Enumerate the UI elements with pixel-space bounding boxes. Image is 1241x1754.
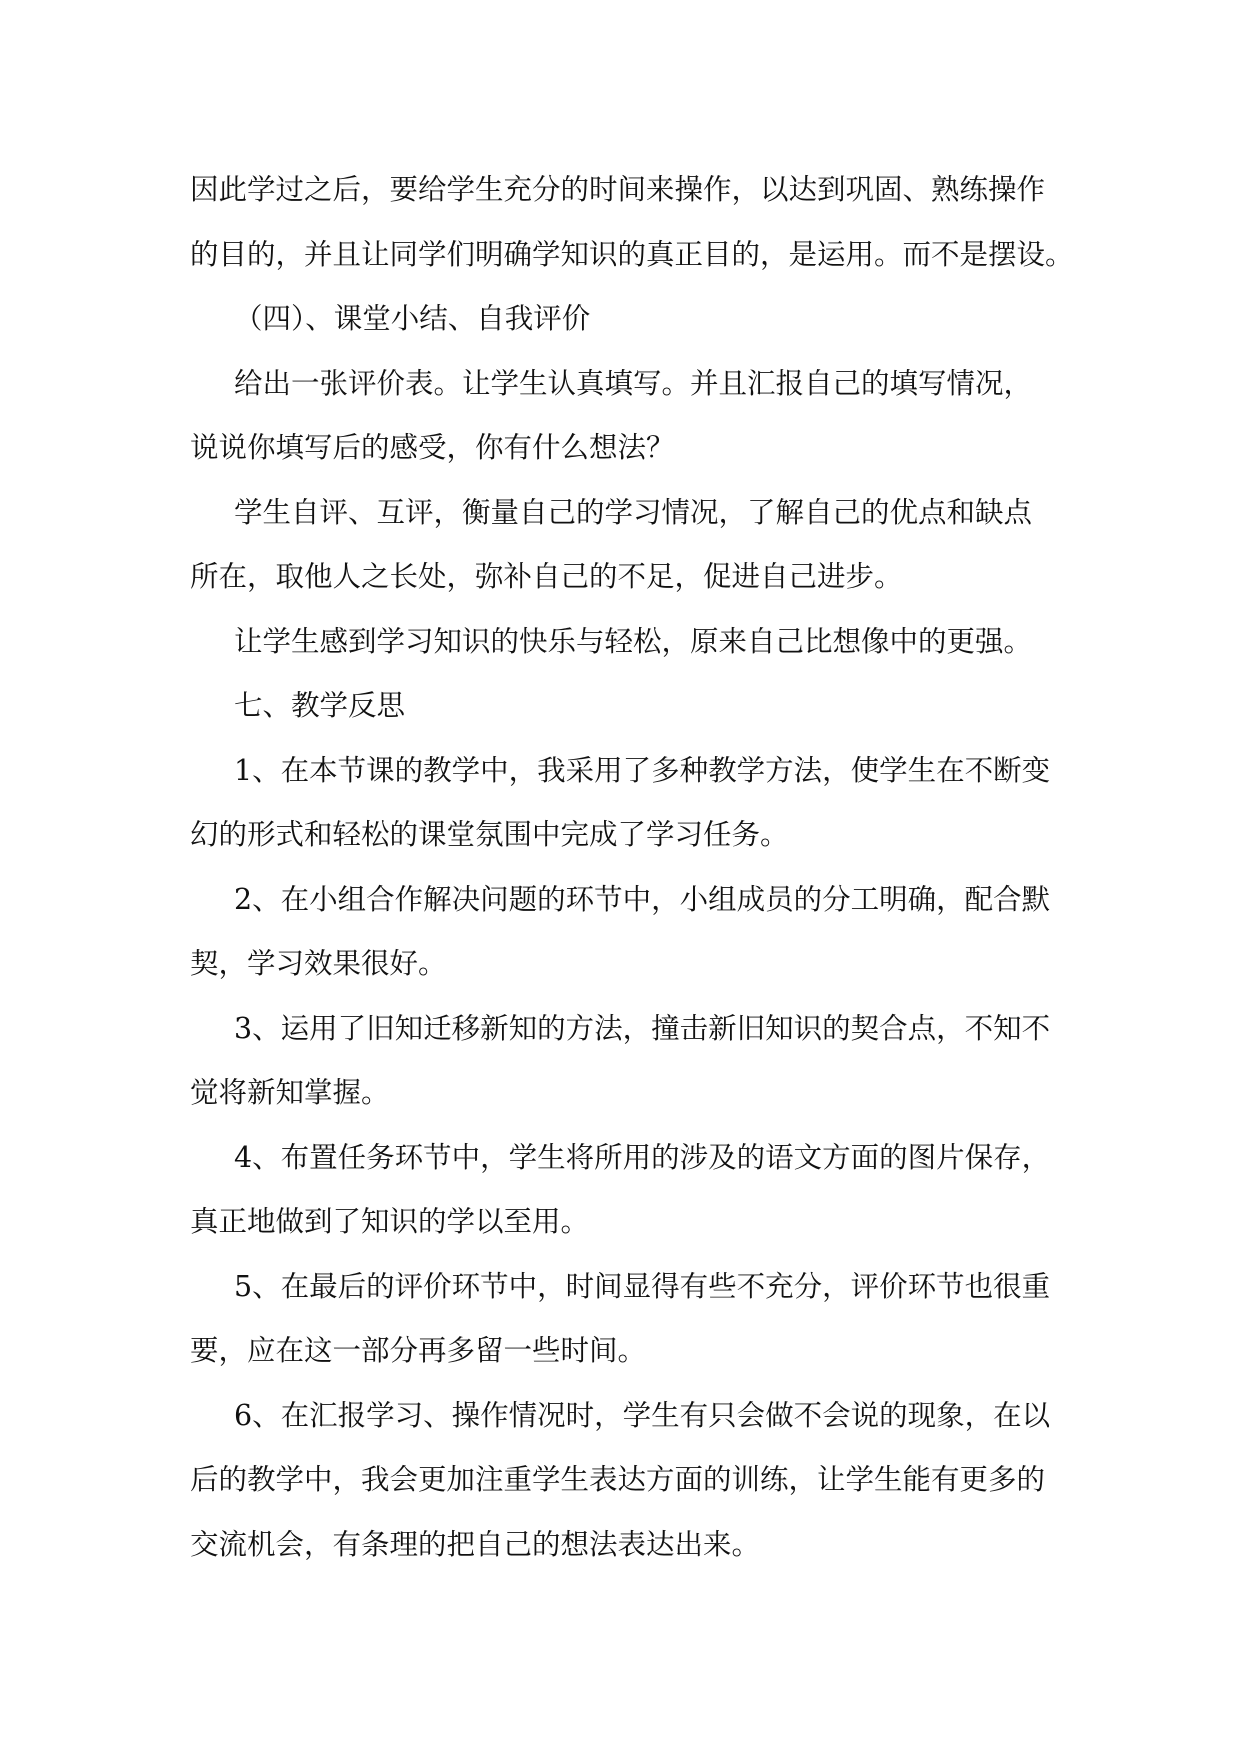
text-line: 觉将新知掌握。 bbox=[190, 1076, 390, 1109]
text-line: 真正地做到了知识的学以至用。 bbox=[190, 1205, 590, 1238]
text-line: （四）、课堂小结、自我评价 bbox=[234, 302, 591, 335]
text-line: 幻的形式和轻松的课堂氛围中完成了学习任务。 bbox=[190, 818, 789, 851]
text-line: 4、布置任务环节中，学生将所用的涉及的语文方面的图片保存， bbox=[234, 1140, 1051, 1174]
text-line: 让学生感到学习知识的快乐与轻松，原来自己比想像中的更强。 bbox=[234, 624, 1033, 658]
text-line: 5、在最后的评价环节中，时间显得有些不充分，评价环节也很重 bbox=[234, 1269, 1051, 1303]
text-line: 七、教学反思 bbox=[234, 689, 406, 722]
document-body bbox=[190, 158, 1074, 1577]
text-line: 1、在本节课的教学中，我采用了多种教学方法，使学生在不断变 bbox=[234, 753, 1051, 787]
text-line: 的目的，并且让同学们明确学知识的真正目的，是运用。而不是摆设。 bbox=[190, 237, 1074, 271]
text-line: 6、在汇报学习、操作情况时，学生有只会做不会说的现象，在以 bbox=[234, 1398, 1051, 1432]
text-line: 因此学过之后，要给学生充分的时间来操作，以达到巩固、熟练操作 bbox=[190, 173, 1046, 206]
text-line: 交流机会，有条理的把自己的想法表达出来。 bbox=[190, 1527, 761, 1561]
text-line: 契，学习效果很好。 bbox=[190, 947, 447, 980]
text-line: 学生自评、互评，衡量自己的学习情况，了解自己的优点和缺点 bbox=[234, 495, 1033, 529]
text-line: 要，应在这一部分再多留一些时间。 bbox=[190, 1334, 647, 1367]
text-line: 给出一张评价表。让学生认真填写。并且汇报自己的填写情况， bbox=[234, 366, 1033, 400]
text-line: 后的教学中，我会更加注重学生表达方面的训练，让学生能有更多的 bbox=[190, 1463, 1046, 1496]
text-line: 说说你填写后的感受，你有什么想法？ bbox=[190, 431, 675, 464]
text-line: 所在，取他人之长处，弥补自己的不足，促进自己进步。 bbox=[190, 560, 903, 593]
text-line: 2、在小组合作解决问题的环节中，小组成员的分工明确，配合默 bbox=[234, 882, 1051, 916]
text-line: 3、运用了旧知迁移新知的方法，撞击新旧知识的契合点，不知不 bbox=[234, 1011, 1051, 1045]
